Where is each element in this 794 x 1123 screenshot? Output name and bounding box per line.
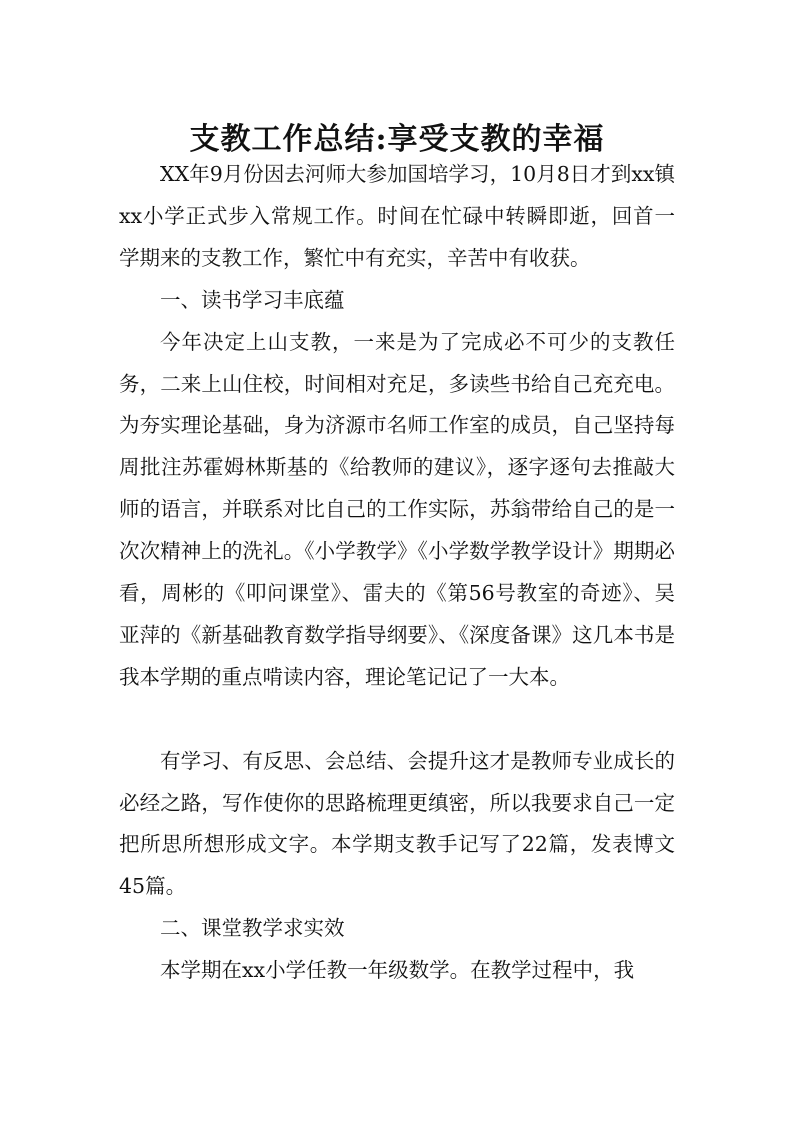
document-title: 支教工作总结:享受支教的幸福 [189,122,605,158]
section-heading-reading: 一、读书学习丰底蕴 [160,287,345,312]
section-heading-classroom: 二、课堂教学求实效 [160,916,345,941]
document-body [119,154,675,992]
intro-paragraph: XX年9月份因去河师大参加国培学习，10月8日才到xx镇xx小学正式步入常规工作。时间在忙碌中转瞬即逝，回首一学期来的支教工作，繁忙中有充实，辛苦中有收获。 [119,162,675,270]
reading-paragraph: 今年决定上山支教，一来是为了完成必不可少的支教任务，二来上山住校，时间相对充足，多读些书给自己充充电。为夯实理论基础，身为济源市名师工作室的成员，自己坚持每周批注苏霍姆林斯基的《给教师的建议》，逐字逐句去推敲大师的语言，并联系对比自己的工作实际，苏翁带给自己的是一次次精神上的洗礼。《小学教学》《小学数学教学设计》期期必看，周彬的《叩问课堂》、雷夫的《第56号教室的奇迹》、吴亚萍的《新基础教育数学指导纲要》、《深度备课》这几本书是我本学期的重点啃读内容，理论笔记记了一大本。 [119,329,675,689]
blank-line [119,699,675,741]
reflection-paragraph: 有学习、有反思、会总结、会提升这才是教师专业成长的必经之路，写作使你的思路梳理更缜密，所以我要求自己一定把所思所想形成文字。本学期支教手记写了22篇，发表博文45篇。 [119,748,675,899]
classroom-paragraph: 本学期在xx小学任教一年级数学。在教学过程中，我 [160,958,635,983]
